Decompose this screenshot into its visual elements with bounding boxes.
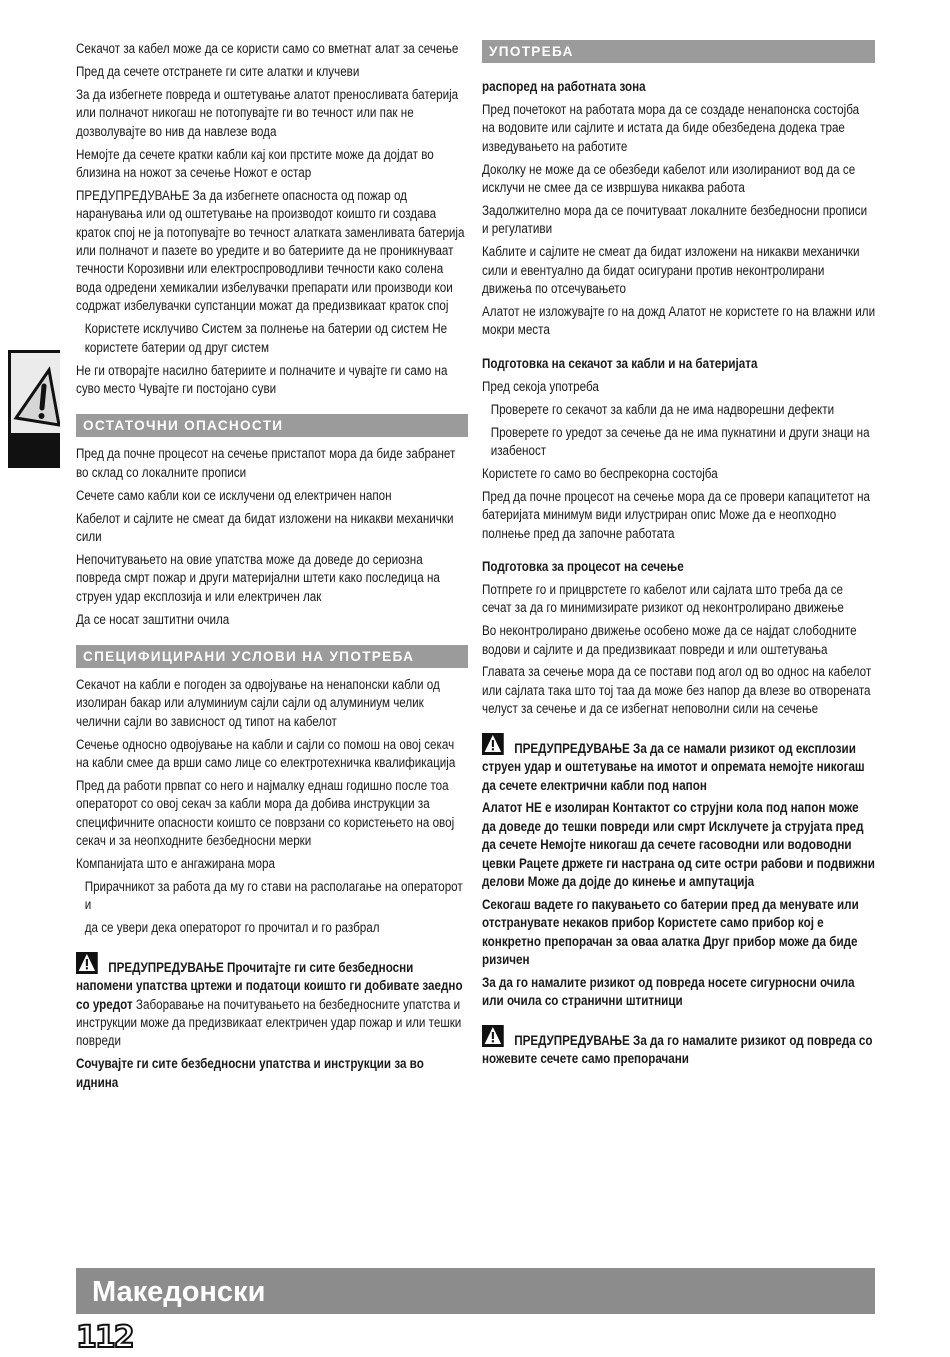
paragraph: Сечење односно одвојување на кабли и сајли со помош на овој секач на кабли смее да врши само лице со електротехничка квалификација	[76, 736, 456, 771]
paragraph: Користете исклучиво Систем за полнење на батерии од систем Не користете батерии од друг систем	[84, 321, 448, 355]
paragraph: Да се носат заштитни очила	[76, 611, 230, 627]
paragraph: Главата за сечење мора да се постави под агол од во однос на кабелот или сајлата така што тој таа да може без напор да влезе во отворената челуст за сечење и да се избегнат неповолни сили на сечење	[482, 664, 872, 717]
paragraph: Пред секоја употреба	[482, 378, 599, 394]
paragraph: Задолжително мора да се почитуваат локалните безбедносни прописи и регулативи	[482, 202, 868, 237]
warning-bold-text: ПРЕДУПРЕДУВАЊЕ Прочитајте ги сите безбедносни напомени упатства цртежи и податоци коишто ги добивате заедно со уредот	[76, 959, 463, 1012]
paragraph: Алатот НЕ е изолиран Контактот со струјни кола под напон може да доведе до тешки повреди или смрт Исклучете ја струјата пред да сечете Немојте никогаш да сечете гасоводни или водоводни цевки Рацете држете ги настрана од сите остри рабови и подвижни делови Може да дојде до кинење и ампутација	[482, 800, 875, 890]
warning-paragraph	[482, 1025, 875, 1069]
paragraph: Секогаш вадете го пакувањето со батерии пред да менувате или отстранувате некаков прибор Користете само прибор кој е конкретно препорачан за оваа алатка Друг прибор може да биде ризичен	[482, 896, 859, 968]
paragraph: За да избегнете повреда и оштетување алатот преносливата батерија или полначот никогаш не потопувајте ги во течност или пак не дозволувајте во нив да навлезе вода	[76, 86, 459, 139]
warning-icon	[76, 952, 98, 974]
paragraph: Сочувајте ги сите безбедносни упатства и инструкции за во иднина	[76, 1056, 424, 1090]
paragraph: Алатот не изложувајте го на дожд Алатот не користете го на влажни или мокри места	[482, 303, 876, 338]
paragraph: Секачот на кабли е погоден за одвојување на ненапонски кабли од изолиран бакар или алуминиум сајли сајли од алуминиум челик челични сајли во зависност од типот на кабелот	[76, 676, 440, 729]
paragraph: Пред да работи првпат со него и најмалку еднаш годишно после тоа операторот со овој секач за кабли мора да добива инструкции за специфичните опасности коишто се поврзани со користењето на овој секач и за неопходните безбедносни мерки	[76, 778, 455, 849]
paragraph: Во неконтролирано движење особено може да се најдат слободните водови и сајлите и да предизвикаат повреди и или оштетувања	[482, 623, 857, 657]
right-column	[482, 40, 875, 1073]
paragraph: Компанијата што е ангажирана мора	[76, 856, 275, 872]
paragraph: Пред да сечете отстранете ги сите алатки и клучеви	[76, 63, 360, 79]
paragraph: Користете го само во беспрекорна состојба	[482, 465, 718, 481]
paragraph: Не ги отворајте насилно батериите и полначите и чувајте ги само на суво место Чувајте ги постојано суви	[76, 362, 448, 396]
paragraph: Непочитувањето на овие упатства може да доведе до сериозна повреда смрт пожар и други материјални штети како последица на струен удар експлозија и или електричен лак	[76, 551, 440, 604]
language-banner: Македонски	[76, 1268, 875, 1314]
warning-paragraph	[482, 733, 875, 795]
paragraph: Сечете само кабли кои се исклучени од електричен напон	[76, 487, 392, 503]
paragraph: ПРЕДУПРЕДУВАЊЕ За да избегнете опасноста од пожар од наранувања или од оштетување на производот коишто ги создава краток спој не ја потопувајте во течност алатката заменливата батерија или полначот и пазете во уредите и во батериите да не проникнуваат течности Корозивни или електроспроводливи течности како солена вода одредени хемикалии избелувачки препарати или производи кои содржат избелувачки супстанции можат да предизвикаат краток спој	[76, 187, 465, 314]
page-number: 112	[76, 1320, 133, 1355]
paragraph: Доколку не може да се обезбеди кабелот или изолираниот вод да се исклучи не смее да се извршува никаква работа	[482, 161, 856, 196]
subheading: Подготовка на секачот за кабли и на батеријата	[482, 355, 758, 371]
section-header-use: УПОТРЕБА	[482, 40, 875, 63]
paragraph: Пред да почне процесот на сечење мора да се провери капацитетот на батеријата минимум види илустриран опис Може да е неопходно полнење пред да започне работата	[482, 488, 870, 541]
warning-paragraph	[76, 952, 468, 1051]
paragraph: Немојте да сечете кратки кабли кај кои прстите може да дојдат во близина на ножот за сечење Ножот е остар	[76, 146, 434, 180]
paragraph: Пред да почне процесот на сечење пристапот мора да биде забранет во склад со локалните прописи	[76, 446, 456, 480]
warning-text: ПРЕДУПРЕДУВАЊЕ За да го намалите ризикот од повреда со ножевите сечете само препорачани	[482, 1032, 873, 1067]
paragraph: Кабелот и сајлите не смеат да бидат изложени на никакви механички сили	[76, 510, 454, 544]
paragraph: Потпрете го и прицврстете го кабелот или сајлата што треба да се сечат за да го минимизирате ризикот од неконтролирано движење	[482, 581, 844, 616]
warning-icon	[482, 733, 504, 755]
paragraph: Каблите и сајлите не смеат да бидат изложени на никакви механички сили и евентуално да бидат осигурани против неконтролирани движења по отсечувањето	[482, 244, 860, 297]
section-header-intended-use: СПЕЦИФИЦИРАНИ УСЛОВИ НА УПОТРЕБА	[76, 645, 468, 668]
section-header-residual-risks: ОСТАТОЧНИ ОПАСНОСТИ	[76, 414, 468, 437]
left-column	[76, 40, 468, 1097]
paragraph: За да го намалите ризикот од повреда носете сигурносни очила или очила со странични штитници	[482, 975, 855, 1009]
warning-icon	[482, 1025, 504, 1047]
list-item: Проверете го секачот за кабли да не има надворешни дефекти	[490, 401, 835, 417]
warning-triangle-icon	[11, 353, 60, 433]
list-item: да се увери дека операторот го прочитал и го разбрал	[84, 920, 380, 936]
paragraph: Пред почетокот на работата мора да се создаде ненапонска состојба на водовите или сајлите и истата да биде обезбедена додека трае изведувањето на работите	[482, 101, 860, 154]
list-item: Проверете го уредот за сечење да не има пукнатини и други знаци на изабеност	[490, 424, 870, 458]
side-warning-tab-panel	[11, 353, 60, 433]
paragraph: Секачот за кабел може да се користи само со вметнат алат за сечење	[76, 41, 459, 56]
subheading: Подготовка за процесот на сечење	[482, 558, 684, 574]
warning-text: Заборавање на почитувањето на безбедносните упатства и инструкции може да предизвикаат електричен удар пожар и или тешки повреди	[76, 996, 462, 1049]
subheading: распоред на работната зона	[482, 79, 646, 94]
warning-text: ПРЕДУПРЕДУВАЊЕ За да се намали ризикот од експлозии струен удар и оштетување на имотот и опремата немојте никогаш да сечете електрични кабли под напон	[482, 740, 865, 793]
list-item: Прирачникот за работа да му го стави на располагање на операторот и	[84, 879, 463, 913]
side-warning-tab	[8, 350, 60, 468]
